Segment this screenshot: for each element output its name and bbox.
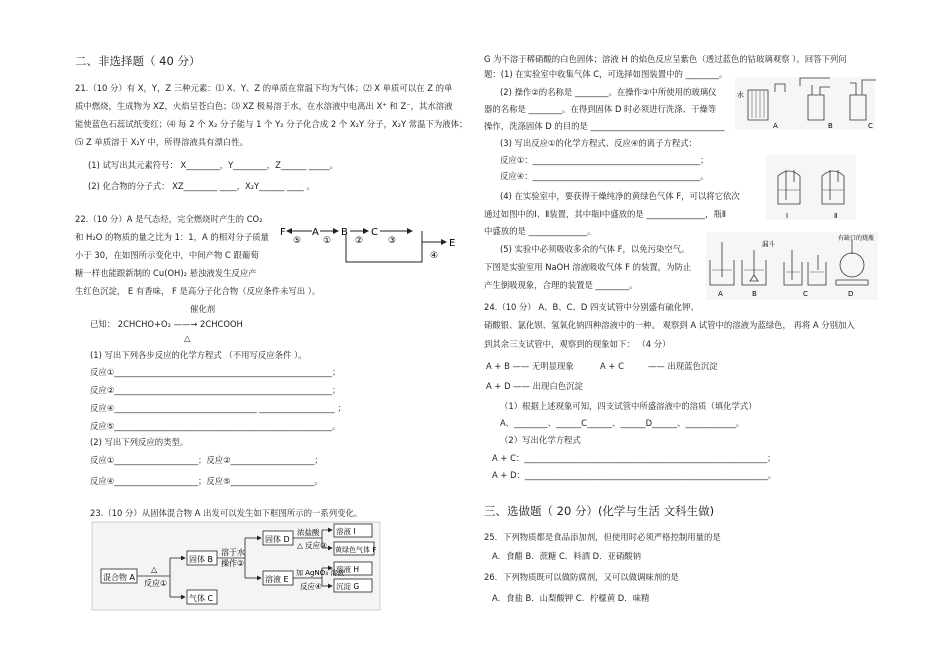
step-5: ⑤: [293, 236, 302, 246]
q22-line: 生红色沉淀， E 有香味， F 是高分子化合物（反应条件未写出 ）。: [75, 286, 321, 296]
q23-cont-line: 通过如图中的Ⅰ、Ⅱ装置，其中瓶Ⅰ中盛放的是 ______________，瓶Ⅱ: [484, 209, 726, 219]
q22-sub2: (2) 写出下列反应的类型。: [90, 437, 189, 447]
q25-options: A．食醋 B．蔗糖 C．料酒 D．亚硝酸钠: [492, 551, 642, 561]
q23-cont-line: 操作，洗涤固体 D 的目的是 ________________________________: [484, 121, 725, 131]
dissolve-label: 溶于水: [221, 548, 245, 557]
node-C: C: [371, 227, 378, 238]
box-mixture-A: 混合物 A: [103, 573, 136, 582]
fig-label-II: Ⅱ: [834, 212, 838, 220]
q25-text: 25．下列物质都是食品添加剂，但使用时必须严格控制用量的是: [484, 532, 721, 542]
q21-line: ⑸ Z 单质溶于 X₂Y 中，所得溶液具有漂白性。: [75, 137, 248, 147]
operation-2-label: 操作②: [221, 559, 245, 568]
q23-cont-line: 下图是实验室用 NaOH 溶液吸收气体 F 的装置，为防止: [484, 262, 692, 272]
q23-cont-line: (3) 写出反应①的化学方程式、反应④的离子方程式：: [500, 138, 698, 148]
box-gas-F: 黄绿色气体 F: [335, 546, 377, 554]
node-A: A: [312, 227, 319, 238]
observation: A + C: [600, 361, 624, 371]
q21-line: 能使蓝色石蕊试纸变红；⑷ 每 2 个 X₂ 分子能与 1 个 Y₂ 分子化合成 2 个 X₂Y 分子，X₂Y 常温下为液体；: [75, 119, 468, 129]
fig-label-I: Ⅰ: [786, 212, 789, 220]
reaction-line: 反应⑤____________________________________________________。: [90, 421, 341, 431]
q23-cont-line: 产生倒吸现象，合理的装置是 ________。: [484, 280, 638, 290]
q21-sub2: (2) 化合物的分子式： XZ________ ____，X₂Y______ ____ 。: [88, 181, 315, 191]
funnel-label: 漏斗: [762, 240, 775, 248]
abs-label-B: B: [752, 290, 757, 298]
node-E: E: [449, 238, 456, 249]
q23-cont-line: (2) 操作②的名称是 ________。在操作②中所使用的玻璃仪: [500, 87, 717, 97]
agno3-label: 加 AgNO₃ 溶液: [296, 569, 345, 577]
box-solution-I: 溶液 I: [336, 527, 356, 536]
observation: A + D —— 出现白色沉淀: [486, 381, 583, 391]
heat-symbol: △: [184, 333, 191, 343]
fig-label-C: C: [868, 122, 873, 130]
flask-label: 有缺口的烧瓶: [838, 235, 875, 242]
q24-sub1-answer: A、________、______C______、______D______、____________。: [500, 418, 745, 428]
conc-hcl-label: 浓盐酸: [297, 528, 320, 537]
q23-cont-line: 反应①：________________________________________；: [500, 155, 709, 165]
q23-cont-line: (4) 在实验室中，要获得干燥纯净的黄绿色气体 F，可以将它依次: [500, 191, 740, 201]
step-4: ④: [430, 251, 439, 261]
reaction-line: 反应①____________________________________________________；: [90, 367, 341, 377]
reaction-line: 反应②____________________________________________________；: [90, 385, 341, 395]
q23-cont-line: (5) 实验中必须吸收多余的气体 F，以免污染空气。: [500, 244, 690, 254]
observation: A + B —— 无明显现象: [486, 361, 574, 371]
q22-line: 22.（10 分）A 是气态烃，完全燃烧时产生的 CO₂: [75, 214, 263, 224]
q24-line: 到其余三支试管中，观察到的现象如下： （4 分）: [484, 339, 671, 349]
q22-sub1: (1) 写出下列各步反应的化学方程式 （不用写反应条件 ）。: [90, 350, 307, 360]
node-F: F: [280, 227, 286, 238]
q21-line: 质中燃烧，生成物为 XZ，火焰呈苍白色；⑶ XZ 极易溶于水，在水溶液中电离出 X⁺ 和 Z⁻，其水溶液: [75, 101, 453, 111]
observation: —— 出现蓝色沉淀: [648, 361, 718, 371]
q26-text: 26．下列物质既可以做防腐剂，又可以做调味剂的是: [484, 572, 679, 582]
node-B: B: [341, 227, 348, 238]
reaction-4-label: 反应④: [300, 582, 322, 591]
q24-sub1: （1）根据上述现象可知，四支试管中所盛溶液中的溶质（填化学式）: [500, 401, 757, 411]
q21-sub1: (1) 试写出其元素符号： X________，Y________，Z______ _____。: [88, 160, 339, 170]
step-1: ①: [323, 236, 332, 246]
known-equation: 已知： 2CHCHO+O₂ ——→ 2CHCOOH: [90, 319, 243, 329]
abs-label-D: D: [848, 290, 854, 298]
q23-text: 23.（10 分）从固体混合物 A 出发可以发生如下框图所示的一系列变化。: [90, 508, 363, 518]
equation-line: A + C：__________________________________________________________；: [492, 453, 776, 463]
q24-line: 24.（10 分） A、B、C、D 四支试管中分别盛有硫化钾、: [484, 302, 699, 312]
reaction-1-label: 反应①: [144, 579, 168, 588]
reaction-line: 反应④__________________________________ __________________ ；: [90, 403, 346, 413]
heat-label: △: [151, 565, 158, 574]
step-2: ②: [355, 236, 364, 246]
q22-line: 小于 30，在如图所示变化中，中间产物 C 跟葡萄: [75, 250, 259, 260]
section-2-heading: 二、非选择题（ 40 分）: [75, 54, 201, 68]
q22-line: 糖一样也能跟新制的 Cu(OH)₂ 悬浊液发生反应产: [75, 268, 257, 278]
q21-line: 21.（10 分）有 X，Y，Z 三种元素：⑴ X、Y、Z 的单质在常温下均为气体；⑵ X 单质可以在 Z 的单: [75, 83, 453, 93]
q23-cont-line: 题：(1) 在实验室中收集气体 C，可选择如图装置中的 ________。: [484, 69, 728, 79]
fig-label-A: A: [773, 122, 778, 130]
catalyst-label: 催化剂: [190, 304, 216, 314]
q23-cont-line: 器的名称是 ________。在得到固体 D 时必须进行洗涤、干燥等: [484, 104, 717, 114]
box-solution-E: 溶液 E: [265, 575, 289, 584]
box-gas-C: 气体 C: [189, 594, 214, 603]
q23-cont-line: G 为不溶于稀硝酸的白色固体；溶液 H 的焰色反应呈紫色（透过蓝色的钴玻璃观察 ）。回答下列问: [484, 54, 847, 64]
type-line: 反应①____________________；反应②____________________；: [90, 455, 323, 465]
q23-cont-line: 反应④：________________________________________。: [500, 171, 709, 181]
equation-line: A + D：__________________________________________________________。: [492, 470, 777, 480]
section-3-heading: 三、选做题（ 20 分）(化学与生活 文科生做): [484, 504, 715, 518]
q26-options: A．食盐 B．山梨酸钾 C．柠檬黄 D．味精: [492, 593, 650, 603]
step-3: ③: [388, 236, 397, 246]
q24-sub2: （2）写出化学方程式: [500, 435, 581, 445]
box-solid-B: 固体 B: [189, 555, 214, 564]
q22-line: 和 H₂O 的物质的量之比为 1：1，A 的相对分子质量: [75, 232, 270, 242]
box-precipitate-G: 沉淀 G: [336, 582, 360, 591]
q24-line: 硝酸银、氯化钡、氢氧化钠四种溶液中的一种。 观察到 A 试管中的溶液为蓝绿色， 再将 A 分别加入: [484, 320, 855, 330]
fig-label-B: B: [828, 122, 833, 130]
abs-label-C: C: [803, 290, 808, 298]
box-solid-D: 固体 D: [265, 535, 290, 544]
type-line: 反应④____________________；反应⑤____________________。: [90, 476, 323, 486]
q23-cont-line: 中盛放的是 ______________。: [484, 226, 596, 236]
abs-label-A: A: [718, 290, 723, 298]
box-solution-H: 溶液 H: [336, 565, 360, 574]
reaction-3-label: △ 反应③: [297, 541, 327, 550]
water-label: 水: [737, 91, 744, 99]
